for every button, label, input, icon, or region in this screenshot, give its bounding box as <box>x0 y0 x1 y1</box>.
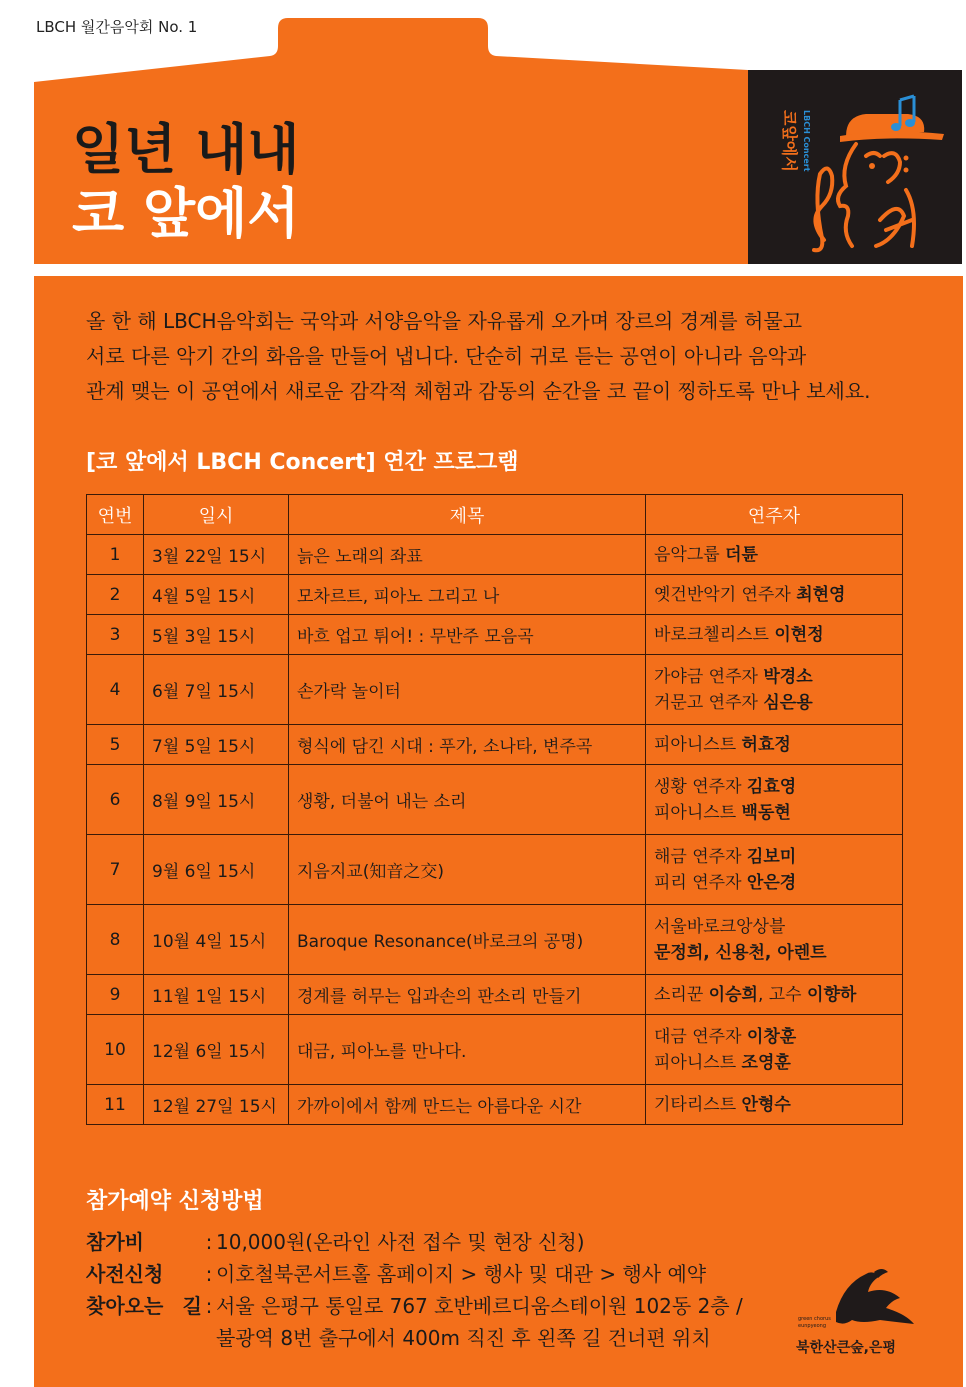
intro-line-3: 관계 맺는 이 공연에서 새로운 감각적 체험과 감동의 순간을 코 끝이 찡하도록 만나 보세요. <box>86 379 871 403</box>
performer-role: 피리 연주자 <box>654 872 747 893</box>
performer-name: 더튠 <box>725 544 758 565</box>
intro-text <box>86 304 916 409</box>
performer-role: 기타리스트 <box>654 1094 742 1115</box>
cell-title: 형식에 담긴 시대 : 푸가, 소나타, 변주곡 <box>289 725 646 765</box>
cell-performer <box>646 1085 903 1125</box>
performer-role: 바로크첼리스트 <box>654 624 775 645</box>
performer-role: 피아니스트 <box>654 802 742 823</box>
fee-value: 10,000원(온라인 사전 접수 및 현장 신청) <box>216 1230 585 1254</box>
brand-name: 북한산큰숲,은평 <box>796 1340 896 1356</box>
fee-row <box>86 1226 743 1258</box>
intro-line-2: 서로 다른 악기 간의 화음을 만들어 냅니다. 단순히 귀로 듣는 공연이 아니라 음악과 <box>86 344 807 368</box>
cell-performer <box>646 1015 903 1085</box>
cell-title: 모차르트, 피아노 그리고 나 <box>289 575 646 615</box>
header-date: 일시 <box>144 495 289 535</box>
table-row <box>87 655 903 725</box>
route-value-2: 불광역 8번 출구에서 400m 직진 후 왼쪽 길 건너편 위치 <box>216 1326 711 1350</box>
performer-role: 피아니스트 <box>654 1052 742 1073</box>
performer-name: 백동현 <box>741 802 791 823</box>
mountain-bird-icon <box>836 1269 914 1324</box>
cell-date: 5월 3일 15시 <box>144 615 289 655</box>
performer-role: 음악그룹 <box>654 544 726 565</box>
reservation-info <box>86 1226 743 1354</box>
performer-name: 김효영 <box>746 776 797 797</box>
table-row <box>87 905 903 975</box>
table-row <box>87 975 903 1015</box>
fee-label: 참가비 <box>86 1230 144 1254</box>
brand-logo <box>796 1264 926 1368</box>
cell-no: 7 <box>87 835 144 905</box>
header-performer: 연주자 <box>646 495 903 535</box>
cell-title: 생황, 더불어 내는 소리 <box>289 765 646 835</box>
cell-no: 8 <box>87 905 144 975</box>
colon: : <box>205 1294 213 1318</box>
performer-name: 안형수 <box>741 1094 791 1115</box>
performer-role: 거문고 연주자 <box>654 692 764 713</box>
performer-line <box>654 690 894 716</box>
cell-date: 4월 5일 15시 <box>144 575 289 615</box>
apply-label: 사전신청 <box>86 1262 164 1286</box>
route-label: 찾아오는 길 <box>86 1294 202 1318</box>
reservation-title: 참가예약 신청방법 <box>86 1189 264 1214</box>
cell-no: 4 <box>87 655 144 725</box>
performer-line <box>654 940 894 966</box>
performer-role: 서울바로크앙상블 <box>654 916 786 937</box>
brand-small-2: eunpyeong <box>798 1323 827 1329</box>
cell-date: 12월 6일 15시 <box>144 1015 289 1085</box>
performer-name: 이창훈 <box>746 1026 797 1047</box>
title-line-2: 코 앞에서 <box>72 182 300 245</box>
performer-role: 피아니스트 <box>654 734 742 755</box>
performer-line <box>654 542 894 568</box>
performer-line <box>654 582 894 608</box>
table-row <box>87 615 903 655</box>
performer-role: 대금 연주자 <box>654 1026 747 1047</box>
cell-date: 8월 9일 15시 <box>144 765 289 835</box>
performer-line <box>654 1024 894 1050</box>
performer-name: 문정희, 신용천, 아렌트 <box>654 942 827 963</box>
performer-line <box>654 732 894 758</box>
performer-line <box>654 800 894 826</box>
cell-performer <box>646 655 903 725</box>
cell-no: 5 <box>87 725 144 765</box>
logo-text-ko: 코앞에서 <box>780 110 799 172</box>
apply-value: 이호철북콘서트홀 홈페이지 > 행사 및 대관 > 행사 예약 <box>216 1262 707 1286</box>
table-row <box>87 535 903 575</box>
performer-role: 옛건반악기 연주자 <box>654 584 797 605</box>
performer-role: 소리꾼 <box>654 984 709 1005</box>
page-title <box>72 118 299 246</box>
performer-line <box>654 622 894 648</box>
performer-line <box>654 982 894 1008</box>
cell-title: 손가락 놀이터 <box>289 655 646 725</box>
performer-role: 해금 연주자 <box>654 846 747 867</box>
performer-name: 최현영 <box>796 584 846 605</box>
cell-no: 1 <box>87 535 144 575</box>
cell-performer <box>646 615 903 655</box>
colon: : <box>205 1262 213 1286</box>
cell-title: 지음지교(知音之交) <box>289 835 646 905</box>
performer-line <box>654 664 894 690</box>
cell-no: 9 <box>87 975 144 1015</box>
cell-title: 바흐 업고 튀어! : 무반주 모음곡 <box>289 615 646 655</box>
performer-name: 이승희 <box>708 984 758 1005</box>
performer-name: 이현정 <box>774 624 824 645</box>
cell-no: 2 <box>87 575 144 615</box>
intro-line-1: 올 한 해 LBCH음악회는 국악과 서양음악을 자유롭게 오가며 장르의 경계를 허물고 <box>86 309 803 333</box>
performer-line <box>654 914 894 940</box>
cell-performer <box>646 905 903 975</box>
brand-small-1: green chorus <box>798 1316 831 1322</box>
program-table <box>86 494 903 1125</box>
table-header-row <box>87 495 903 535</box>
cell-date: 7월 5일 15시 <box>144 725 289 765</box>
cell-performer <box>646 725 903 765</box>
cell-date: 11월 1일 15시 <box>144 975 289 1015</box>
cell-no: 6 <box>87 765 144 835</box>
cell-no: 11 <box>87 1085 144 1125</box>
header-title: 제목 <box>289 495 646 535</box>
performer-name: 김보미 <box>746 846 797 867</box>
cell-title: Baroque Resonance(바로크의 공명) <box>289 905 646 975</box>
header-no: 연번 <box>87 495 144 535</box>
performer-name: 심은용 <box>763 692 813 713</box>
cell-title: 대금, 피아노를 만나다. <box>289 1015 646 1085</box>
performer-name: 허효정 <box>741 734 791 755</box>
issue-label: LBCH 월간음악회 No. 1 <box>36 18 198 36</box>
cell-performer <box>646 835 903 905</box>
performer-line <box>654 844 894 870</box>
cell-date: 3월 22일 15시 <box>144 535 289 575</box>
table-row <box>87 765 903 835</box>
performer-line <box>654 774 894 800</box>
apply-row <box>86 1258 743 1290</box>
table-row <box>87 725 903 765</box>
route-value-1: 서울 은평구 통일로 767 호반베르디움스테이원 102동 2층 / <box>216 1294 743 1318</box>
cell-performer <box>646 975 903 1015</box>
performer-name: 안은경 <box>746 872 797 893</box>
performer-role: , 고수 <box>757 984 808 1005</box>
cell-performer <box>646 535 903 575</box>
cell-title: 경계를 허무는 입과손의 판소리 만들기 <box>289 975 646 1015</box>
cell-no: 3 <box>87 615 144 655</box>
table-row <box>87 1015 903 1085</box>
performer-role: 가야금 연주자 <box>654 666 764 687</box>
cell-title: 늙은 노래의 좌표 <box>289 535 646 575</box>
face-clef-icon <box>814 144 914 250</box>
table-row <box>87 835 903 905</box>
cell-performer <box>646 575 903 615</box>
cell-performer <box>646 765 903 835</box>
performer-role: 생황 연주자 <box>654 776 747 797</box>
cell-title: 가까이에서 함께 만드는 아름다운 시간 <box>289 1085 646 1125</box>
performer-line <box>654 1050 894 1076</box>
title-line-1: 일년 내내 <box>72 118 300 181</box>
logo-text-en: LBCH Concert <box>802 110 811 172</box>
performer-name: 박경소 <box>763 666 813 687</box>
performer-line <box>654 1092 894 1118</box>
concert-logo <box>748 70 962 264</box>
cell-date: 10월 4일 15시 <box>144 905 289 975</box>
cell-no: 10 <box>87 1015 144 1085</box>
route-row <box>86 1290 743 1322</box>
table-row <box>87 575 903 615</box>
table-row <box>87 1085 903 1125</box>
performer-name: 조영훈 <box>741 1052 791 1073</box>
cell-date: 9월 6일 15시 <box>144 835 289 905</box>
performer-line <box>654 870 894 896</box>
program-title: [코 앞에서 LBCH Concert] 연간 프로그램 <box>86 450 519 475</box>
cell-date: 12월 27일 15시 <box>144 1085 289 1125</box>
colon: : <box>205 1230 213 1254</box>
performer-name: 이향하 <box>807 984 857 1005</box>
cell-date: 6월 7일 15시 <box>144 655 289 725</box>
